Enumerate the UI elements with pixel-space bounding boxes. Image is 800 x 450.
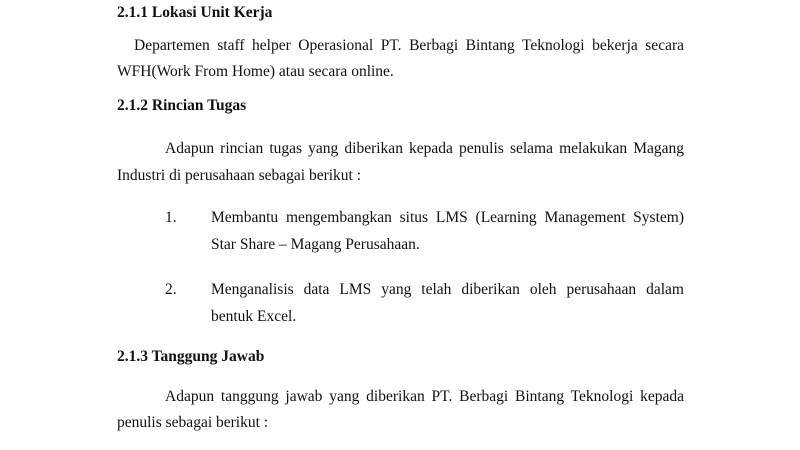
paragraph-line: Industri di perusahaan sebagai berikut : — [117, 167, 362, 184]
list-item-number: 1. — [165, 209, 177, 226]
list-item-number: 2. — [165, 281, 177, 298]
list-item-line: Membantu mengembangkan situs LMS (Learning Management System) — [211, 209, 684, 226]
section-heading-lokasi-unit-kerja: 2.1.1 Lokasi Unit Kerja — [117, 4, 273, 21]
list-item-line: Star Share – Magang Perusahaan. — [211, 236, 420, 253]
paragraph-line: Departemen staff helper Operasional PT. Berbagi Bintang Teknologi bekerja secara — [134, 37, 684, 54]
section-heading-tanggung-jawab: 2.1.3 Tanggung Jawab — [117, 348, 265, 365]
paragraph-line: Adapun rincian tugas yang diberikan kepada penulis selama melakukan Magang — [165, 140, 684, 157]
paragraph-line: penulis sebagai berikut : — [117, 414, 269, 431]
paragraph-line: WFH(Work From Home) atau secara online. — [117, 63, 394, 80]
section-heading-rincian-tugas: 2.1.2 Rincian Tugas — [117, 97, 247, 114]
list-item-line: bentuk Excel. — [211, 308, 297, 325]
list-item-line: Menganalisis data LMS yang telah diberikan oleh perusahaan dalam — [211, 281, 684, 298]
paragraph-line: Adapun tanggung jawab yang diberikan PT. Berbagi Bintang Teknologi kepada — [165, 388, 684, 405]
